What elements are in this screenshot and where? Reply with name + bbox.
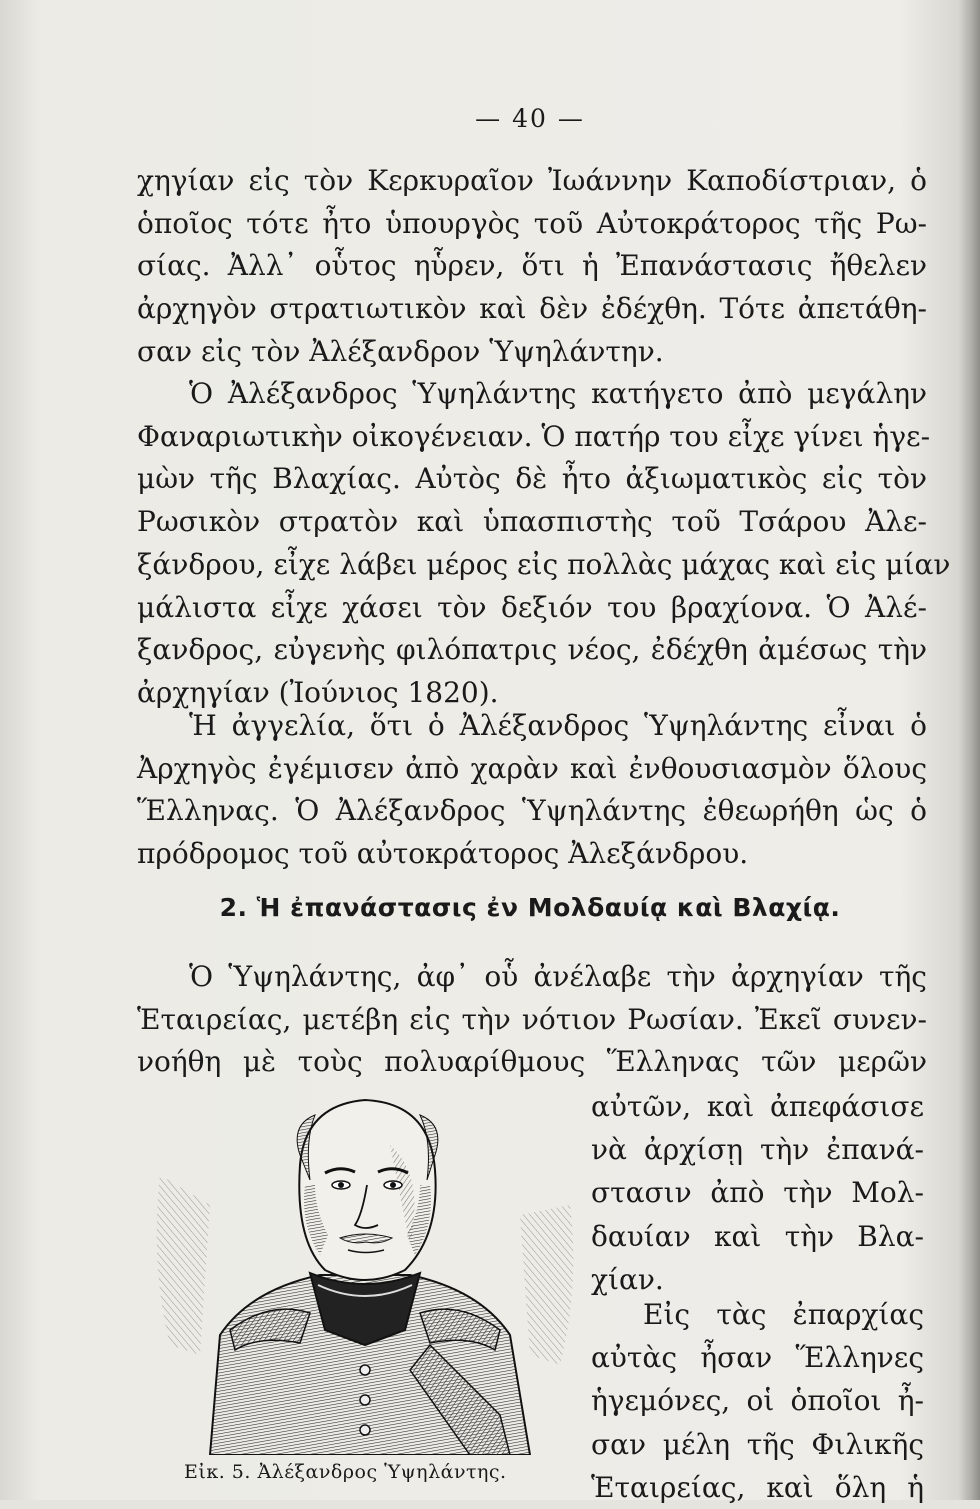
text-line: μάλιστα εἶχε χάσει τὸν δεξιόν του βραχίονα. Ὁ Ἀλέ- (137, 590, 927, 624)
text-line: Ὁ Ἀλέξανδρος Ὑψηλάντης κατήγετο ἀπὸ μεγάλην (189, 377, 927, 410)
text-line: χηγίαν εἰς τὸν Κερκυραῖον Ἰωάννην Καποδίστριαν, ὁ (137, 164, 927, 197)
text-line: Ἡ ἀγγελία, ὅτι ὁ Ἀλέξανδρος Ὑψηλάντης εἶναι ὁ (189, 709, 927, 742)
paragraph-2 (137, 373, 951, 715)
text-line: δαυίαν καὶ τὴν Βλα- (591, 1219, 924, 1253)
text-line: ξανδρος, εὐγενὴς φιλόπατρις νέος, ἐδέχθη ἀμέσως τὴν (137, 633, 927, 667)
text-line: πρόδρομος τοῦ αὐτοκράτορος Ἀλεξάνδρου. (137, 837, 749, 871)
figure-caption: Εἰκ. 5. Ἀλέξανδρος Ὑψηλάντης. (184, 1461, 507, 1483)
text-line: Ἀρχηγὸς ἐγέμισεν ἀπὸ χαρὰν καὶ ἐνθουσιασμὸν ὅλους (137, 751, 927, 785)
paragraph-3 (137, 705, 927, 876)
text-line: ὁποῖος τότε ἦτο ὑπουργὸς τοῦ Αὐτοκράτορος τῆς Ρω- (137, 206, 927, 240)
text-line: νὰ ἀρχίσῃ τὴν ἐπανά- (591, 1133, 924, 1167)
section-heading: 2. Ἡ ἐπανάστασις ἐν Μολδαυίᾳ καὶ Βλαχίᾳ. (219, 893, 841, 922)
page-edge-shadow (958, 0, 980, 1500)
text-line: Ἑταιρείας, μετέβη εἰς τὴν νότιον Ρωσίαν. Ἐκεῖ συνεν- (137, 1002, 927, 1036)
text-line: Εἰς τὰς ἐπαρχίας (643, 1298, 924, 1331)
text-line: ἀρχηγὸν στρατιωτικὸν καὶ δὲν ἐδέχθη. Τότε ἀπετάθη- (137, 292, 927, 326)
text-line: μὼν τῆς Βλαχίας. Αὐτὸς δὲ ἦτο ἀξιωματικὸς εἰς τὸν (137, 462, 927, 496)
text-line: ξάνδρου, εἶχε λάβει μέρος εἰς πολλὰς μάχας καὶ εἰς μίαν (137, 547, 951, 581)
portrait-illustration (140, 1085, 580, 1455)
text-line: Ρωσικὸν στρατὸν καὶ ὑπασπιστὴς τοῦ Τσάρου Ἀλε- (137, 505, 927, 539)
paragraph-4 (137, 956, 927, 1084)
text-line: ἡγεμόνες, οἱ ὁποῖοι ἦ- (591, 1384, 924, 1418)
paragraph-1 (137, 160, 927, 374)
paragraph-5-column (591, 1293, 924, 1509)
text-line: αὐτὰς ἦσαν Ἕλληνες (591, 1341, 924, 1375)
text-line: Ἑταιρείας, καὶ ὅλη ἡ (591, 1470, 924, 1504)
text-line: χίαν. (591, 1262, 664, 1296)
text-line: Ἕλληνας. Ὁ Ἀλέξανδρος Ὑψηλάντης ἐθεωρήθη ὡς ὁ (137, 794, 927, 828)
text-line: σίας. Ἀλλ᾽ οὗτος ηὗρεν, ὅτι ἡ Ἐπανάστασις ἤθελεν (137, 249, 927, 283)
portrait-engraving (140, 1085, 580, 1455)
text-line: σαν εἰς τὸν Ἀλέξανδρον Ὑψηλάντην. (137, 334, 664, 368)
text-line: Ὁ Ὑψηλάντης, ἀφ᾽ οὗ ἀνέλαβε τὴν ἀρχηγίαν τῆς (189, 960, 927, 993)
text-line: νοήθη μὲ τοὺς πολυαρίθμους Ἕλληνας τῶν μερῶν (137, 1045, 927, 1079)
text-line: αὐτῶν, καὶ ἀπεφάσισε (591, 1090, 924, 1123)
text-line: στασιν ἀπὸ τὴν Μολ- (591, 1176, 924, 1210)
text-line: Φαναριωτικὴν οἰκογένειαν. Ὁ πατήρ του εἶχε γίνει ἡγε- (137, 419, 931, 453)
paragraph-4-column (591, 1085, 924, 1301)
text-line: σαν μέλη τῆς Φιλικῆς (591, 1427, 924, 1461)
text-line: ἀρχηγίαν (Ἰούνιος 1820). (137, 675, 499, 709)
page-number: — 40 — (475, 104, 585, 133)
